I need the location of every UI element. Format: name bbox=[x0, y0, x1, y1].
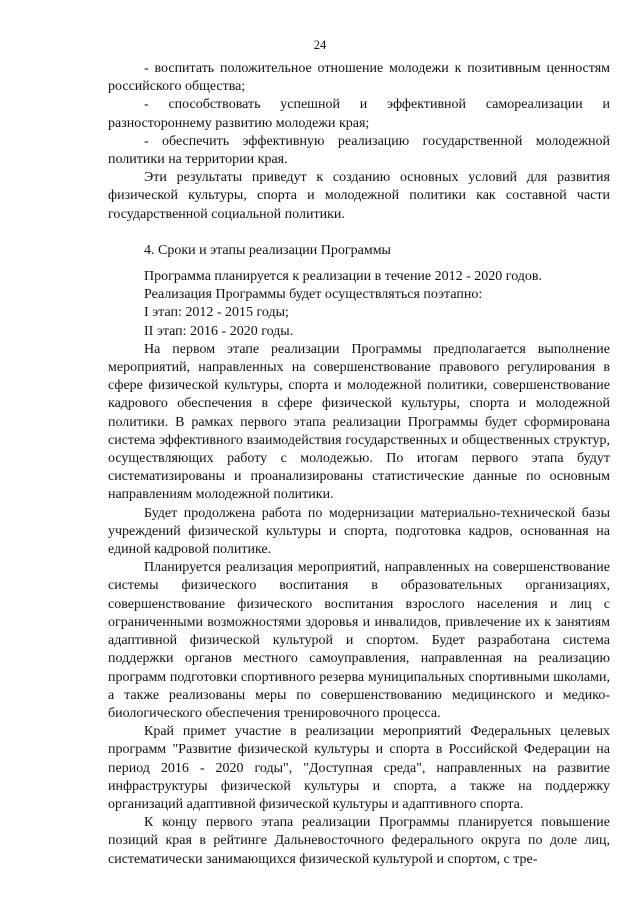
body-paragraph: Планируется реализация мероприятий, направленных на совершенствование системы физического воспитания в образовательных организациях, совершенствование физического воспитания взрослого населения и лиц с ограниченными возможностями здоровья и инвалидов, привлечение их к занятиям адаптивной физической культурой и спортом. Будет разработана система поддержки органов местного самоуправления, направленная на реализацию программ подготовки спортивного резерва муниципальных спортивными школами, а также реализованы меры по совершенствованию медицинского и медико-биологического обеспечения тренировочного процесса. bbox=[108, 560, 610, 721]
stage-line: I этап: 2012 - 2015 годы; bbox=[144, 305, 289, 321]
stage-line: Программа планируется к реализации в течение 2012 - 2020 годов. bbox=[144, 269, 543, 285]
results-paragraph: Эти результаты приведут к созданию основных условий для развития физической культуры, спорта и молодежной политики как составной части государственной социальной политики. bbox=[108, 170, 610, 222]
body-paragraph: К концу первого этапа реализации Программы планируется повышение позиций края в рейтинге Дальневосточного федерального округа по доле лиц, систематически занимающихся физической культурой и спортом, с тре- bbox=[108, 815, 610, 867]
stage-line: Реализация Программы будет осуществляться поэтапно: bbox=[144, 287, 483, 303]
page-number: 24 bbox=[313, 38, 327, 52]
document-body bbox=[108, 60, 610, 869]
goal-item: - обеспечить эффективную реализацию государственной молодежной политики на территории края. bbox=[108, 133, 610, 168]
goal-item: - способствовать успешной и эффективной самореализации и разностороннему развитию молодежи края; bbox=[108, 97, 610, 131]
body-paragraph: На первом этапе реализации Программы предполагается выполнение мероприятий, направленных на совершенствование правового регулирования в сфере физической культуры, спорта и молодежной политики, совершенствование кадрового обеспечения в сфере физической культуры, спорта и молодежной политики. В рамках первого этапа реализации Программы будет сформирована система эффективного взаимодействия государственных и общественных структур, осуществляющих работу с молодежью. По итогам первого этапа будут систематизированы и проанализированы статистические данные по основным направлениям молодежной политики. bbox=[108, 341, 610, 503]
section-heading: 4. Сроки и этапы реализации Программы bbox=[144, 242, 391, 258]
goal-item: - воспитать положительное отношение молодежи к позитивным ценностям российского общества; bbox=[108, 61, 610, 95]
stage-line: II этап: 2016 - 2020 годы. bbox=[144, 323, 294, 339]
body-paragraph: Край примет участие в реализации мероприятий Федеральных целевых программ "Развитие физической культуры и спорта в Российской Федерации на период 2016 - 2020 годы", "Доступная среда", направленных на развитие инфраструктуры физической культуры и спорта, а также на поддержку организаций адаптивной физической культуры и адаптивного спорта. bbox=[108, 724, 610, 812]
body-paragraph: Будет продолжена работа по модернизации материально-технической базы учреждений физической культуры и спорта, подготовка кадров, основанная на единой кадровой политике. bbox=[108, 505, 610, 558]
